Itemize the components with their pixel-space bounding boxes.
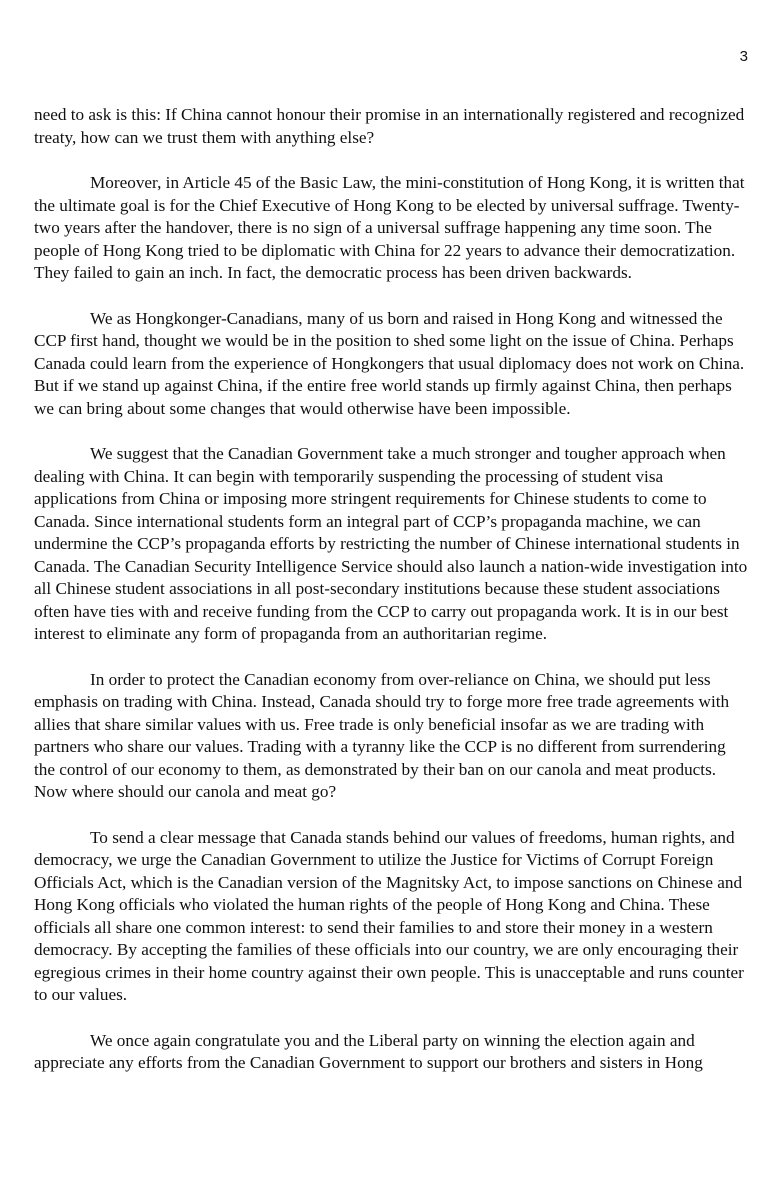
paragraph-trade: In order to protect the Canadian economy from over-reliance on China, we should put less emphasis on trading with China. Instead, Canada should try to forge more free trade agreements with allies that share similar values with us. Free trade is only beneficial insofar as we are trading with partners who share our values. Trading with a tyranny like the CCP is no different from surrendering the control of our economy to them, as demonstrated by their ban on our canola and meat products. Now where should our canola and meat go? — [34, 669, 730, 801]
paragraph-basic-law: Moreover, in Article 45 of the Basic Law, the mini-constitution of Hong Kong, it is written that the ultimate goal is for the Chief Executive of Hong Kong to be elected by universal suffrage. Twenty-two years after the handover, there is no sign of a universal suffrage happening any time soon. The people of Hong Kong tried to be diplomatic with China for 22 years to advance their democratization. They failed to gain an inch. In fact, the democratic process has been driven backwards. — [34, 173, 745, 282]
paragraph-congratulations: We once again congratulate you and the Liberal party on winning the election again and appreciate any efforts from the Canadian Government to support our brothers and sisters in Hong — [34, 1030, 703, 1072]
paragraph-hongkonger-canadians: We as Hongkonger-Canadians, many of us born and raised in Hong Kong and witnessed the CCP first hand, thought we would be in the position to shed some light on the issue of China. Perhaps Canada could learn from the experience of Hongkongers that usual diplomacy does not work on China. But if we stand up against China, if the entire free world stands up firmly against China, then perhaps we can bring about some changes that would otherwise have been impossible. — [34, 308, 745, 418]
paragraph-magnitsky: To send a clear message that Canada stands behind our values of freedoms, human rights, and democracy, we urge the Canadian Government to utilize the Justice for Victims of Corrupt Foreign Officials Act, which is the Canadian version of the Magnitsky Act, to impose sanctions on Chinese and Hong Kong officials who violated the human rights of the people of Hong Kong and China. These officials all share one common interest: to send their families to and store their money in a western democracy. By accepting the families of these officials into our country, we are only encouraging their egregious crimes in their home country against their own people. This is unacceptable and runs counter to our values. — [34, 827, 744, 1004]
paragraph-tougher-approach: We suggest that the Canadian Government take a much stronger and tougher approach when dealing with China. It can begin with temporarily suspending the processing of student visa applications from China or imposing more stringent requirements for Chinese students to come to Canada. Since international students form an integral part of CCP’s propaganda machine, we can undermine the CCP’s propaganda efforts by restricting the number of Chinese international students in Canada. The Canadian Security Intelligence Service should also launch a nation-wide investigation into all Chinese student associations in all post-secondary institutions because these student associations often have ties with and receive funding from the CCP to carry out propaganda work. It is in our best interest to eliminate any form of propaganda from an authoritarian regime. — [34, 444, 748, 643]
paragraph-continuation: need to ask is this: If China cannot honour their promise in an internationally registered and recognized treaty, how can we trust them with anything else? — [34, 105, 745, 147]
letter-body — [34, 104, 750, 1098]
page-number: 3 — [739, 48, 748, 65]
